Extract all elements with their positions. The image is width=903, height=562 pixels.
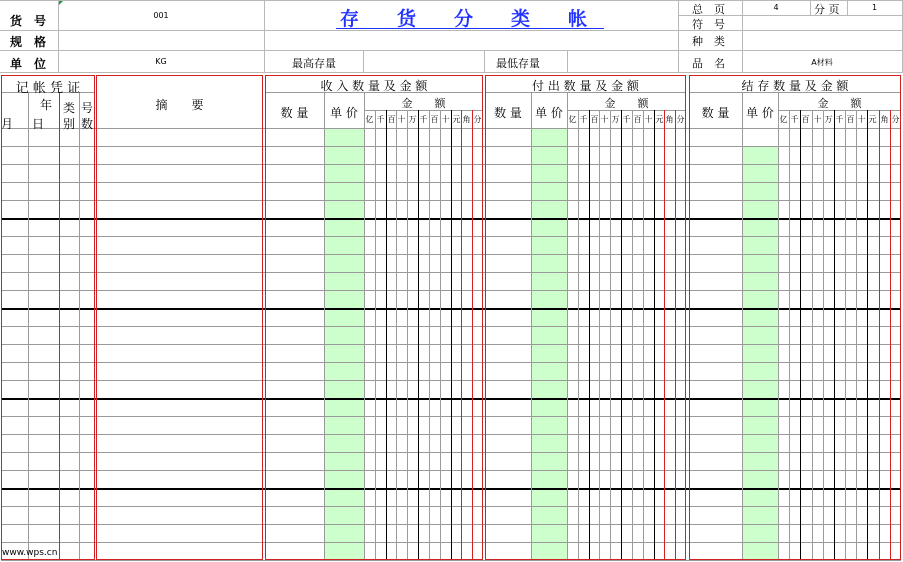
- voucher-year: 年: [39, 98, 52, 112]
- voucher-number-2: 数: [80, 117, 93, 131]
- balance-digit-5: 千: [835, 115, 844, 124]
- outgo-digit-10: 分: [676, 115, 685, 124]
- voucher-section-border: [1, 75, 95, 560]
- unit-value[interactable]: KG: [155, 57, 167, 66]
- summary-section-border: [96, 75, 263, 560]
- outgo-digit-8: 元: [655, 115, 664, 124]
- balance-amount: 金 额: [817, 97, 862, 110]
- item-name-value[interactable]: A材料: [811, 58, 833, 67]
- income-digit-3: 十: [397, 115, 406, 124]
- max-stock-label: 最高存量: [292, 57, 336, 70]
- voucher-title: 记 帐 凭 证: [15, 81, 81, 96]
- outgo-digit-2: 百: [590, 115, 599, 124]
- watermark: www.wps.cn: [2, 548, 58, 558]
- sub-pages-value[interactable]: 1: [871, 3, 878, 12]
- outgo-digit-7: 十: [644, 115, 653, 124]
- outgo-digit-3: 十: [600, 115, 609, 124]
- total-pages-label: 总 页: [692, 3, 725, 16]
- category-label: 种 类: [692, 35, 725, 48]
- income-digit-0: 亿: [365, 115, 374, 124]
- income-digit-5: 千: [419, 115, 428, 124]
- outgo-digit-6: 百: [633, 115, 642, 124]
- balance-digit-3: 十: [813, 115, 822, 124]
- income-title: 收 入 数 量 及 金 额: [320, 79, 428, 93]
- balance-digit-1: 千: [790, 115, 799, 124]
- balance-section-border: [689, 75, 901, 560]
- balance-digit-2: 百: [801, 115, 810, 124]
- outgo-title: 付 出 数 量 及 金 额: [532, 79, 639, 93]
- row-line: [1, 560, 901, 561]
- outgo-digit-5: 千: [622, 115, 631, 124]
- total-pages-value[interactable]: 4: [773, 3, 779, 12]
- symbol-label: 符 号: [692, 18, 725, 31]
- income-section-border: [265, 75, 483, 560]
- voucher-day: 日: [31, 117, 44, 131]
- balance-digit-6: 百: [846, 115, 855, 124]
- income-unit-price: 单 价: [330, 106, 358, 120]
- balance-digit-4: 万: [824, 115, 833, 124]
- ledger-title: [336, 4, 604, 29]
- outgo-digit-9: 角: [665, 115, 674, 124]
- income-digit-8: 元: [452, 115, 461, 124]
- balance-unit-price: 单 价: [746, 106, 774, 120]
- title-char-4: 类: [511, 8, 533, 30]
- balance-digit-10: 分: [891, 115, 900, 124]
- ledger-table[interactable]: [0, 72, 903, 562]
- income-digit-2: 百: [387, 115, 396, 124]
- balance-digit-9: 角: [880, 115, 889, 124]
- voucher-month: 月: [0, 117, 13, 131]
- unit-label: 单 位: [10, 57, 47, 71]
- title-char-5: 帐: [568, 8, 590, 30]
- outgo-section-border: [485, 75, 686, 560]
- voucher-type-2: 别: [62, 117, 75, 131]
- voucher-number-1: 号: [80, 101, 93, 115]
- outgo-digit-4: 万: [611, 115, 620, 124]
- outgo-quantity: 数 量: [494, 106, 522, 120]
- summary-header: 摘 要: [155, 98, 204, 112]
- balance-title: 结 存 数 量 及 金 额: [741, 79, 849, 93]
- balance-quantity: 数 量: [701, 106, 730, 120]
- min-stock-label: 最低存量: [496, 57, 540, 70]
- income-digit-9: 角: [462, 115, 471, 124]
- balance-digit-0: 亿: [779, 115, 788, 124]
- outgo-amount: 金 额: [604, 97, 649, 110]
- balance-digit-8: 元: [868, 115, 877, 124]
- income-quantity: 数 量: [280, 106, 309, 120]
- sub-pages-label: 分 页: [814, 3, 840, 16]
- title-char-3: 分: [454, 8, 476, 30]
- income-digit-7: 十: [441, 115, 450, 124]
- income-digit-4: 万: [408, 115, 417, 124]
- item-code-value[interactable]: 001: [153, 11, 169, 20]
- item-code-label: 货 号: [10, 14, 47, 28]
- spec-label: 规 格: [10, 35, 47, 49]
- balance-digit-7: 十: [857, 115, 866, 124]
- voucher-type-1: 类: [62, 101, 75, 115]
- item-name-label: 品 名: [692, 57, 725, 70]
- title-char-2: 货: [397, 8, 419, 30]
- income-digit-1: 千: [376, 115, 385, 124]
- income-amount: 金 额: [401, 97, 446, 110]
- title-char-1: 存: [340, 8, 362, 30]
- income-digit-10: 分: [473, 115, 482, 124]
- outgo-digit-0: 亿: [568, 115, 577, 124]
- income-digit-6: 百: [430, 115, 439, 124]
- outgo-digit-1: 千: [579, 115, 588, 124]
- outgo-unit-price: 单 价: [535, 106, 563, 120]
